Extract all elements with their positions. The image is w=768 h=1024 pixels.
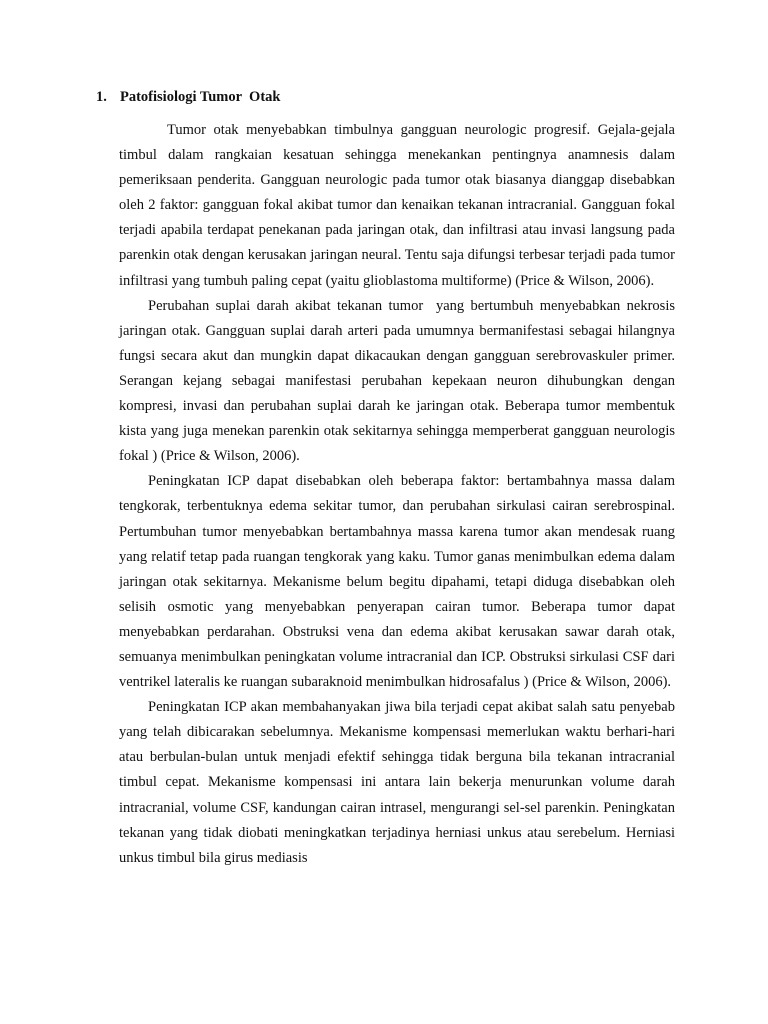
paragraph-1: Tumor otak menyebabkan timbulnya gangguan neurologic progresif. Gejala-gejala timbul dalam rangkaian kesatuan sehingga menekankan pentingnya anamnesis dalam pemeriksaan penderita. Gangguan neurologic pada tumor otak biasanya dianggap disebabkan oleh 2 faktor: gangguan fokal akibat tumor dan kenaikan tekanan intracranial. Gangguan fokal terjadi apabila terdapat penekanan pada jaringan otak, dan infiltrasi atau invasi langsung pada parenkin otak dengan kerusakan jaringan neural. Tentu saja difungsi terbesar terjadi pada tumor infiltrasi yang tumbuh paling cepat (yaitu glioblastoma multiforme) (Price & Wilson, 2006). xyxy=(119,122,679,289)
section-number: 1. xyxy=(96,89,107,105)
paragraph-3: Peningkatan ICP dapat disebabkan oleh beberapa faktor: bertambahnya massa dalam tengkorak, terbentuknya edema sekitar tumor, dan perubahan sirkulasi cairan serebrospinal. Pertumbuhan tumor menyebabkan bertambahnya massa karena tumor akan mendesak ruang yang relatif tetap pada ruangan tengkorak yang kaku. Tumor ganas menimbulkan edema dalam jaringan otak sekitarnya. Mekanisme belum begitu dipahami, tetapi diduga disebabkan oleh selisih osmotic yang menyebabkan penyerapan cairan tumor. Beberapa tumor dapat menyebabkan perdarahan. Obstruksi vena dan edema akibat kerusakan sawar darah otak, semuanya menimbulkan peningkatan volume intracranial dan ICP. Obstruksi sirkulasi CSF dari ventrikel lateralis ke ruangan subaraknoid menimbulkan hidrosafalus ) (Price & Wilson, 2006). xyxy=(119,473,679,691)
section-title: Patofisiologi Tumor Otak xyxy=(120,89,281,105)
section-heading xyxy=(96,87,280,107)
paragraph-4: Peningkatan ICP akan membahanyakan jiwa bila terjadi cepat akibat salah satu penyebab yang telah dibicarakan sebelumnya. Mekanisme kompensasi memerlukan waktu berhari-hari atau berbulan-bulan untuk menjadi efektif sehingga tidak berguna bila tekanan intracranial timbul cepat. Mekanisme kompensasi ini antara lain bekerja menurunkan volume darah intracranial, volume CSF, kandungan cairan intrasel, mengurangi sel-sel parenkin. Peningkatan tekanan yang tidak diobati meningkatkan terjadinya herniasi unkus atau serebelum. Herniasi unkus timbul bila girus mediasis xyxy=(119,699,679,866)
document-body xyxy=(119,118,679,871)
paragraph-2: Perubahan suplai darah akibat tekanan tumor yang bertumbuh menyebabkan nekrosis jaringan otak. Gangguan suplai darah arteri pada umumnya bermanifestasi sebagai hilangnya fungsi secara akut dan mungkin dapat dikacaukan dengan gangguan serebrovaskuler primer. Serangan kejang sebagai manifestasi perubahan kepekaan neuron dihubungkan dengan kompresi, invasi dan perubahan suplai darah ke jaringan otak. Beberapa tumor membentuk kista yang juga menekan parenkin otak sekitarnya sehingga memperberat gangguan neurologis fokal ) (Price & Wilson, 2006). xyxy=(119,297,679,465)
